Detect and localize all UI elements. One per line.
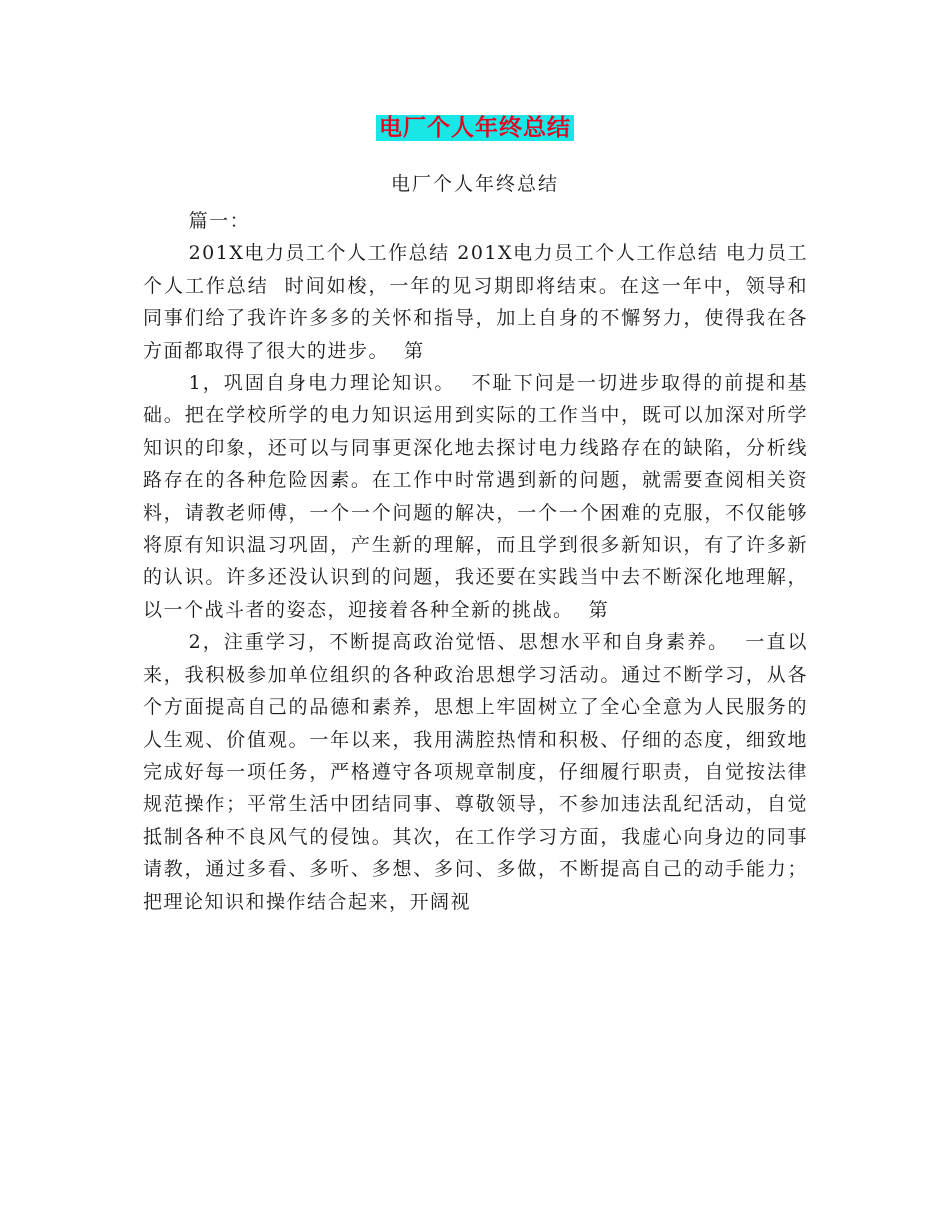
paragraph-section-label: 篇一： (188, 210, 251, 232)
document-subtitle: 电厂个人年终总结 (390, 173, 559, 195)
paragraph-point-1: 1，巩固自身电力理论知识。 不耻下问是一切进步取得的前提和基础。把在学校所学的电力知识运用到实际的工作当中，既可以加深对所学知识的印象，还可以与同事更深化地去探讨电力线路存在的缺陷，分析线路存在的各种危险因素。在工作中时常遇到新的问题，就需要查阅相关资料，请教老师傅，一个一个问题的解决，一个一个困难的克服，不仅能够将原有知识温习巩固，产生新的理解，而且学到很多新知识，有了许多新的认识。许多还没认识到的问题，我还要在实践当中去不断深化地理解，以一个战斗者的姿态，迎接着各种全新的挑战。 第 (143, 372, 808, 621)
paragraph-point-2: 2，注重学习，不断提高政治觉悟、思想水平和自身素养。 一直以来，我积极参加单位组织的各种政治思想学习活动。通过不断学习，从各个方面提高自己的品德和素养，思想上牢固树立了全心全意为人民服务的人生观、价值观。一年以来，我用满腔热情和积极、仔细的态度，细致地完成好每一项任务，严格遵守各项规章制度，仔细履行职责，自觉按法律规范操作；平常生活中团结同事、尊敬领导，不参加违法乱纪活动，自觉抵制各种不良风气的侵蚀。其次，在工作学习方面，我虚心向身边的同事请教，通过多看、多听、多想、多问、多做，不断提高自己的动手能力；把理论知识和操作结合起来，开阔视 (143, 631, 808, 913)
document-body (143, 205, 808, 918)
document-title-text: 电厂个人年终总结 (376, 115, 574, 141)
document-title (0, 112, 950, 144)
paragraph-intro: 201X电力员工个人工作总结 201X电力员工个人工作总结 电力员工个人工作总结 时间如梭，一年的见习期即将结束。在这一年中，领导和同事们给了我许许多多的关怀和指导，加上自身的不懈努力，使得我在各方面都取得了很大的进步。 第 (143, 242, 808, 362)
